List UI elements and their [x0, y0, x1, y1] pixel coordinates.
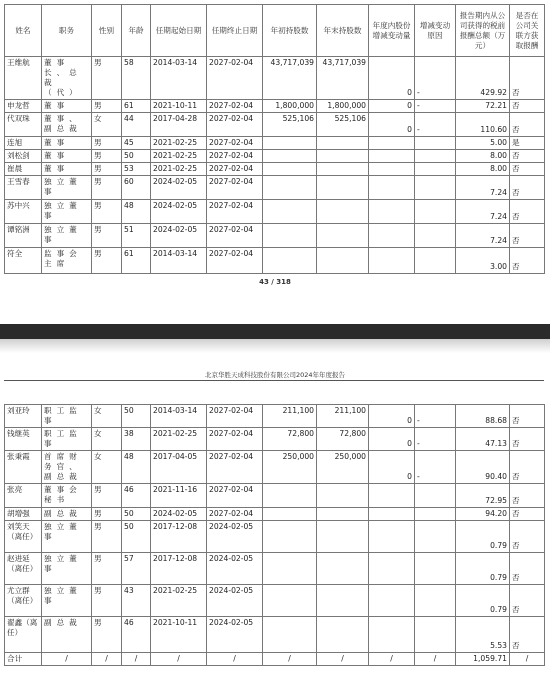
cell-gender: 男	[92, 553, 122, 585]
cell-start: 2021-02-25	[151, 428, 207, 451]
page-shadow	[0, 339, 550, 353]
cell-pay: 0.79	[456, 521, 510, 553]
cell-position: 职工监事	[42, 428, 92, 451]
cell-end: 2027-02-04	[207, 113, 263, 137]
cell-gender: 男	[92, 484, 122, 508]
table-row	[5, 451, 545, 484]
cell-name: 连旭	[5, 137, 42, 150]
cell-start: 2014-03-14	[151, 405, 207, 428]
cell-change	[369, 224, 415, 248]
cell-age: 57	[122, 553, 151, 585]
cell-start: 2021-02-25	[151, 585, 207, 617]
cell-name: 苏中兴	[5, 200, 42, 224]
cell-end: 2027-02-04	[207, 484, 263, 508]
cell-reason: -	[415, 57, 456, 100]
cell-reason	[415, 521, 456, 553]
report-header: 北京华胜天成科技股份有限公司2024年年度报告	[204, 371, 346, 379]
cell-related: 否	[510, 521, 545, 553]
cell-pay: 5.53	[456, 617, 510, 653]
cell-end-shares	[317, 163, 369, 176]
cell-name: 刘笑天（离任）	[5, 521, 42, 553]
total-slash: /	[151, 653, 207, 666]
cell-position: 监事会主席	[42, 248, 92, 274]
cell-end-shares	[317, 137, 369, 150]
table-row	[5, 200, 545, 224]
cell-end-shares	[317, 484, 369, 508]
cell-reason	[415, 200, 456, 224]
cell-reason	[415, 508, 456, 521]
cell-end: 2027-02-04	[207, 150, 263, 163]
cell-change	[369, 508, 415, 521]
cell-end: 2027-02-04	[207, 100, 263, 113]
cell-begin-shares	[263, 484, 317, 508]
cell-position: 独立董事	[42, 224, 92, 248]
cell-pay: 72.21	[456, 100, 510, 113]
total-slash: /	[317, 653, 369, 666]
total-slash: /	[207, 653, 263, 666]
header-name: 姓名	[5, 5, 42, 57]
header-begin-shares: 年初持股数	[263, 5, 317, 57]
cell-reason	[415, 137, 456, 150]
cell-begin-shares: 211,100	[263, 405, 317, 428]
table-row	[5, 100, 545, 113]
table-header-row	[5, 5, 545, 57]
cell-change	[369, 176, 415, 200]
table-row	[5, 617, 545, 653]
header-rule	[4, 380, 544, 381]
cell-pay: 47.13	[456, 428, 510, 451]
cell-begin-shares: 72,800	[263, 428, 317, 451]
cell-change: 0	[369, 100, 415, 113]
table-row	[5, 248, 545, 274]
cell-name: 符全	[5, 248, 42, 274]
cell-gender: 女	[92, 451, 122, 484]
cell-end-shares: 525,106	[317, 113, 369, 137]
table-row	[5, 428, 545, 451]
cell-end: 2027-02-04	[207, 176, 263, 200]
cell-pay: 5.00	[456, 137, 510, 150]
cell-reason	[415, 176, 456, 200]
cell-end: 2027-02-04	[207, 57, 263, 100]
cell-change	[369, 200, 415, 224]
cell-age: 48	[122, 451, 151, 484]
cell-name: 崔晨	[5, 163, 42, 176]
header-age: 年龄	[122, 5, 151, 57]
cell-start: 2024-02-05	[151, 200, 207, 224]
cell-end-shares: 250,000	[317, 451, 369, 484]
cell-change	[369, 163, 415, 176]
cell-end-shares	[317, 150, 369, 163]
total-slash: /	[263, 653, 317, 666]
cell-related: 否	[510, 200, 545, 224]
cell-start: 2017-04-28	[151, 113, 207, 137]
header-change: 年度内股份增减变动量	[369, 5, 415, 57]
cell-name: 王雪春	[5, 176, 42, 200]
cell-name: 尤立群（离任）	[5, 585, 42, 617]
cell-begin-shares: 525,106	[263, 113, 317, 137]
header-end-shares: 年末持股数	[317, 5, 369, 57]
cell-related: 否	[510, 176, 545, 200]
cell-pay: 8.00	[456, 163, 510, 176]
cell-end: 2024-02-05	[207, 585, 263, 617]
cell-related: 否	[510, 617, 545, 653]
cell-change	[369, 484, 415, 508]
cell-related: 否	[510, 57, 545, 100]
cell-begin-shares	[263, 508, 317, 521]
cell-end-shares	[317, 248, 369, 274]
cell-gender: 男	[92, 100, 122, 113]
cell-gender: 男	[92, 137, 122, 150]
cell-reason: -	[415, 100, 456, 113]
cell-change: 0	[369, 405, 415, 428]
cell-age: 51	[122, 224, 151, 248]
cell-position: 独立董事	[42, 200, 92, 224]
cell-position: 独立董事	[42, 521, 92, 553]
cell-related: 是	[510, 137, 545, 150]
cell-name: 赵进延（离任）	[5, 553, 42, 585]
total-slash: /	[369, 653, 415, 666]
cell-begin-shares	[263, 176, 317, 200]
table-row	[5, 113, 545, 137]
cell-age: 38	[122, 428, 151, 451]
total-slash: /	[42, 653, 92, 666]
total-row	[5, 653, 545, 666]
cell-position: 独立董事	[42, 553, 92, 585]
total-slash: /	[92, 653, 122, 666]
cell-name: 张亮	[5, 484, 42, 508]
cell-pay: 72.95	[456, 484, 510, 508]
cell-related: 否	[510, 224, 545, 248]
total-slash: /	[122, 653, 151, 666]
cell-start: 2017-04-05	[151, 451, 207, 484]
cell-end-shares	[317, 176, 369, 200]
cell-end: 2027-02-04	[207, 137, 263, 150]
cell-gender: 男	[92, 617, 122, 653]
page-number: 43 / 318	[259, 278, 291, 286]
cell-related: 否	[510, 163, 545, 176]
cell-start: 2024-02-05	[151, 508, 207, 521]
cell-change	[369, 150, 415, 163]
cell-start: 2017-12-08	[151, 553, 207, 585]
cell-end: 2027-02-04	[207, 224, 263, 248]
cell-start: 2014-03-14	[151, 248, 207, 274]
cell-end: 2024-02-05	[207, 553, 263, 585]
cell-end-shares	[317, 200, 369, 224]
cell-age: 43	[122, 585, 151, 617]
cell-age: 46	[122, 484, 151, 508]
cell-name: 刘松剑	[5, 150, 42, 163]
cell-pay: 7.24	[456, 224, 510, 248]
cell-name: 谭铭洲	[5, 224, 42, 248]
cell-age: 50	[122, 150, 151, 163]
cell-change: 0	[369, 57, 415, 100]
cell-pay: 88.68	[456, 405, 510, 428]
cell-related: 否	[510, 508, 545, 521]
cell-end: 2027-02-04	[207, 508, 263, 521]
cell-end-shares	[317, 521, 369, 553]
table-body-bottom	[5, 405, 545, 666]
table-row	[5, 585, 545, 617]
cell-name: 刘亚玲	[5, 405, 42, 428]
cell-gender: 男	[92, 163, 122, 176]
cell-related: 否	[510, 484, 545, 508]
cell-name: 申龙哲	[5, 100, 42, 113]
personnel-table-bottom	[4, 404, 545, 666]
table-row	[5, 150, 545, 163]
cell-gender: 男	[92, 585, 122, 617]
cell-reason	[415, 248, 456, 274]
cell-end: 2027-02-04	[207, 200, 263, 224]
cell-begin-shares	[263, 163, 317, 176]
cell-gender: 女	[92, 428, 122, 451]
cell-position: 董事	[42, 150, 92, 163]
cell-age: 45	[122, 137, 151, 150]
cell-pay: 429.92	[456, 57, 510, 100]
cell-position: 董事长、总裁（代）	[42, 57, 92, 100]
cell-position: 董事	[42, 137, 92, 150]
header-related: 是否在公司关联方获取报酬	[510, 5, 545, 57]
cell-gender: 男	[92, 200, 122, 224]
cell-start: 2021-02-25	[151, 163, 207, 176]
cell-name: 胡增强	[5, 508, 42, 521]
cell-change	[369, 248, 415, 274]
cell-age: 48	[122, 200, 151, 224]
table-row	[5, 553, 545, 585]
cell-position: 独立董事	[42, 176, 92, 200]
cell-begin-shares: 1,800,000	[263, 100, 317, 113]
cell-gender: 男	[92, 176, 122, 200]
cell-change: 0	[369, 451, 415, 484]
header-start-date: 任期起始日期	[151, 5, 207, 57]
table-row	[5, 163, 545, 176]
cell-related: 否	[510, 100, 545, 113]
cell-pay: 3.00	[456, 248, 510, 274]
cell-gender: 女	[92, 405, 122, 428]
cell-change	[369, 585, 415, 617]
cell-start: 2014-03-14	[151, 57, 207, 100]
cell-begin-shares	[263, 521, 317, 553]
cell-end: 2024-02-05	[207, 617, 263, 653]
cell-end: 2024-02-05	[207, 521, 263, 553]
cell-reason	[415, 617, 456, 653]
cell-end: 2027-02-04	[207, 248, 263, 274]
cell-end-shares: 211,100	[317, 405, 369, 428]
cell-name: 代双珠	[5, 113, 42, 137]
header-reason: 增减变动原因	[415, 5, 456, 57]
cell-age: 44	[122, 113, 151, 137]
cell-related: 否	[510, 585, 545, 617]
cell-age: 61	[122, 248, 151, 274]
cell-end: 2027-02-04	[207, 451, 263, 484]
cell-pay: 94.20	[456, 508, 510, 521]
cell-start: 2024-02-05	[151, 176, 207, 200]
table-row	[5, 508, 545, 521]
cell-start: 2021-11-16	[151, 484, 207, 508]
cell-gender: 男	[92, 224, 122, 248]
cell-gender: 男	[92, 57, 122, 100]
cell-position: 董事	[42, 163, 92, 176]
cell-position: 独立董事	[42, 585, 92, 617]
cell-pay: 7.24	[456, 200, 510, 224]
header-end-date: 任期终止日期	[207, 5, 263, 57]
cell-pay: 90.40	[456, 451, 510, 484]
cell-begin-shares: 250,000	[263, 451, 317, 484]
cell-end: 2027-02-04	[207, 428, 263, 451]
cell-begin-shares	[263, 553, 317, 585]
cell-end-shares	[317, 585, 369, 617]
cell-end-shares	[317, 224, 369, 248]
cell-reason	[415, 163, 456, 176]
cell-gender: 男	[92, 248, 122, 274]
cell-begin-shares	[263, 137, 317, 150]
cell-start: 2024-02-05	[151, 224, 207, 248]
table-row	[5, 176, 545, 200]
table-body-top	[5, 57, 545, 274]
cell-change: 0	[369, 428, 415, 451]
table-row	[5, 224, 545, 248]
cell-name: 钱继英	[5, 428, 42, 451]
cell-start: 2021-02-25	[151, 137, 207, 150]
cell-change	[369, 137, 415, 150]
cell-begin-shares	[263, 248, 317, 274]
cell-name: 王维航	[5, 57, 42, 100]
cell-reason	[415, 150, 456, 163]
cell-age: 50	[122, 521, 151, 553]
cell-related: 否	[510, 248, 545, 274]
page-divider	[0, 324, 550, 339]
table-row	[5, 484, 545, 508]
cell-change	[369, 521, 415, 553]
total-slash: /	[415, 653, 456, 666]
cell-related: 否	[510, 113, 545, 137]
cell-change	[369, 553, 415, 585]
total-slash: /	[510, 653, 545, 666]
cell-age: 50	[122, 405, 151, 428]
cell-position: 首席财务官、副总裁	[42, 451, 92, 484]
cell-gender: 女	[92, 113, 122, 137]
cell-begin-shares	[263, 224, 317, 248]
cell-related: 否	[510, 451, 545, 484]
cell-end-shares	[317, 508, 369, 521]
cell-age: 58	[122, 57, 151, 100]
cell-gender: 男	[92, 150, 122, 163]
table-row	[5, 57, 545, 100]
cell-reason	[415, 553, 456, 585]
cell-age: 50	[122, 508, 151, 521]
cell-pay: 7.24	[456, 176, 510, 200]
header-gender: 性别	[92, 5, 122, 57]
cell-reason: -	[415, 451, 456, 484]
cell-end-shares	[317, 617, 369, 653]
cell-reason: -	[415, 405, 456, 428]
cell-begin-shares	[263, 617, 317, 653]
total-label: 合计	[5, 653, 42, 666]
cell-end-shares	[317, 553, 369, 585]
cell-pay: 0.79	[456, 585, 510, 617]
cell-gender: 男	[92, 508, 122, 521]
cell-position: 董事、副总裁	[42, 113, 92, 137]
cell-change	[369, 617, 415, 653]
cell-age: 46	[122, 617, 151, 653]
cell-age: 61	[122, 100, 151, 113]
cell-start: 2021-10-11	[151, 100, 207, 113]
cell-position: 董事会秘书	[42, 484, 92, 508]
cell-end: 2027-02-04	[207, 405, 263, 428]
cell-change: 0	[369, 113, 415, 137]
cell-begin-shares	[263, 585, 317, 617]
cell-related: 否	[510, 150, 545, 163]
personnel-table-top	[4, 4, 545, 274]
cell-name: 张秉霞	[5, 451, 42, 484]
cell-position: 副总裁	[42, 508, 92, 521]
cell-begin-shares	[263, 150, 317, 163]
cell-related: 否	[510, 553, 545, 585]
cell-start: 2017-12-08	[151, 521, 207, 553]
cell-reason	[415, 224, 456, 248]
cell-end: 2027-02-04	[207, 163, 263, 176]
cell-begin-shares	[263, 200, 317, 224]
cell-pay: 8.00	[456, 150, 510, 163]
cell-end-shares: 43,717,039	[317, 57, 369, 100]
cell-position: 副总裁	[42, 617, 92, 653]
cell-position: 董事	[42, 100, 92, 113]
cell-position: 职工监事	[42, 405, 92, 428]
cell-related: 否	[510, 428, 545, 451]
cell-pay: 110.60	[456, 113, 510, 137]
total-pay: 1,059.71	[456, 653, 510, 666]
cell-related: 否	[510, 405, 545, 428]
table-row	[5, 137, 545, 150]
cell-begin-shares: 43,717,039	[263, 57, 317, 100]
table-row	[5, 521, 545, 553]
cell-start: 2021-10-11	[151, 617, 207, 653]
table-row	[5, 405, 545, 428]
cell-reason	[415, 484, 456, 508]
cell-gender: 男	[92, 521, 122, 553]
cell-start: 2021-02-25	[151, 150, 207, 163]
cell-reason: -	[415, 113, 456, 137]
cell-age: 60	[122, 176, 151, 200]
cell-pay: 0.79	[456, 553, 510, 585]
cell-end-shares: 72,800	[317, 428, 369, 451]
cell-name: 翟鑫（离任）	[5, 617, 42, 653]
cell-reason: -	[415, 428, 456, 451]
header-pay: 报告期内从公司获得的税前报酬总额（万元）	[456, 5, 510, 57]
header-position: 职务	[42, 5, 92, 57]
cell-age: 53	[122, 163, 151, 176]
cell-end-shares: 1,800,000	[317, 100, 369, 113]
cell-reason	[415, 585, 456, 617]
